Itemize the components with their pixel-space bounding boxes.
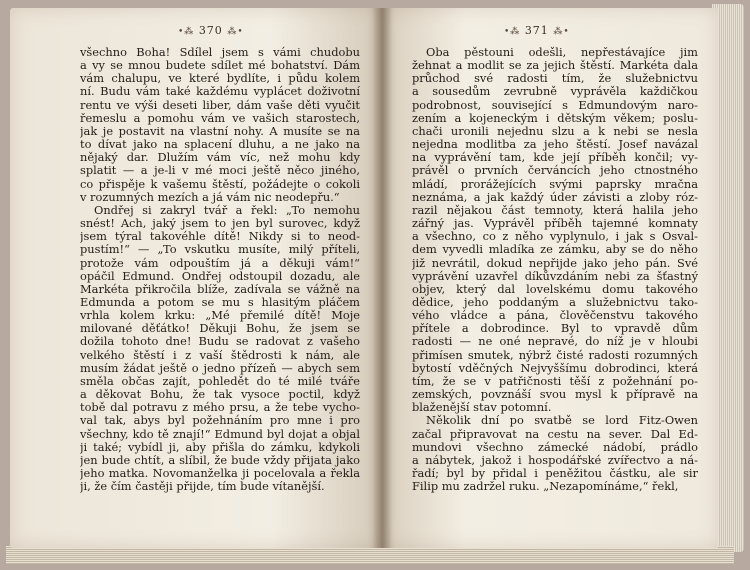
text-line: zením a kojeneckým i dětským věkem; poslu- xyxy=(412,111,698,125)
text-line: ní. Budu vám také každému vyplácet doživotní xyxy=(80,85,360,99)
text-line: dědice, jeho poddaným a služebnictvu tako- xyxy=(412,295,698,309)
text-line: bytostí vděčných Nejvyššímu dobrodinci, která xyxy=(412,361,698,375)
text-line: pustím!“ — „To vskutku musíte, milý příteli, xyxy=(80,243,360,257)
text-line: řadí; byl by přidal i peněžitou částku, ale sir xyxy=(412,467,698,480)
text-line: vého vládce a pána, člověčenstvu takového xyxy=(412,309,698,323)
text-line: tím, že se v patřičnosti těší z požehnání po- xyxy=(412,374,698,388)
text-line: opáčil Edmund. Ondřej odstoupil dozadu, ale xyxy=(80,269,360,283)
text-line: jak je postavit na vlastní nohy. A musíte se na xyxy=(80,124,360,138)
text-line: mundovi všechno zámecké nádobí, prádlo xyxy=(412,440,698,454)
text-line: rentu ve výši deseti liber, dám vaše děti vyučit xyxy=(80,98,360,112)
text-line: a nábytek, jakož i hospodářské zvířectvo a ná- xyxy=(412,453,698,467)
text-line: protože vám odpouštím já a děkuji vám!“ xyxy=(80,256,360,270)
text-line: splatit — a je-li v mé moci ještě něco jiného, xyxy=(80,164,360,178)
text-line: Ondřej si zakryl tvář a řekl: „To nemohu xyxy=(94,203,360,217)
text-line: tobě dal potravu z mého prsu, a že tebe vycho- xyxy=(80,401,360,415)
text-line: blaženější stav potomní. xyxy=(412,401,552,415)
text-line: podrobnost, související s Edmundovým naro- xyxy=(412,98,698,112)
text-line: Oba pěstouni odešli, nepřestávajíce jim xyxy=(426,46,698,59)
text-line: musím žádat ještě o jedno přízeň — abych sem xyxy=(80,361,360,375)
text-line: to dívat jako na splacení dluhu, a ne jako na xyxy=(80,138,360,152)
text-line: směla občas zajít, pohledět do té milé tváře xyxy=(80,374,360,388)
text-line: chači uronili nejednu slzu a k nebi se nesla xyxy=(412,124,698,138)
text-line: nejedna modlitba za jeho štěstí. Josef navázal xyxy=(412,138,698,152)
text-line: a vy se mnou budete sdílet mé bohatství. Dám xyxy=(80,59,360,73)
text-line: vám chalupu, ve které bydlíte, i půdu kolem xyxy=(80,72,360,86)
text-line: mládí, prorážejících svými paprsky mračna xyxy=(412,177,698,191)
text-line: řemeslu a pomohu vám ve vašich starostech, xyxy=(80,111,360,125)
text-line: přimísen smutek, nýbrž čisté radosti rozumných xyxy=(412,348,698,362)
text-line: dožila tohoto dne! Budu se radovat z vašeho xyxy=(80,335,360,349)
left-page-header xyxy=(178,24,244,37)
text-line: na vyprávění tam, kde její příběh končil; vy- xyxy=(412,151,698,165)
text-line: neznáma, a jak každý úder závisti a zloby róz- xyxy=(412,190,698,204)
text-line: Edmunda a potom se mu s hlasitým pláčem xyxy=(80,295,360,309)
text-line: nějaký dar. Dlužím vám víc, než mohu kdy xyxy=(80,151,360,165)
ornament-icon: ⁂• xyxy=(227,27,244,37)
text-line: vrhla kolem krku: „Mé přemilé dítě! Moje xyxy=(80,309,360,323)
text-line: ji také; vybídl ji, aby přišla do zámku, kdykoli xyxy=(80,440,360,454)
text-line: průchod své radosti tím, že služebnictvu xyxy=(412,72,698,86)
text-line: právěl o prvních červáncích jeho ctnostného xyxy=(412,164,698,178)
text-line: a sousedům zevrubně vyprávěla každičkou xyxy=(412,85,698,99)
page-edges-bottom xyxy=(6,546,734,564)
left-page-text xyxy=(80,46,360,493)
page-number: 370 xyxy=(198,24,223,37)
text-line: všechno Boha! Sdílel jsem s vámi chudobu xyxy=(80,46,360,59)
text-line: snést! Ach, jaký jsem to jen byl surovec, když xyxy=(80,217,360,231)
text-line: objev, který dal lovelskému domu takového xyxy=(412,282,698,296)
text-line: dem vyvedli mladíka ze zámku, aby se do něho xyxy=(412,243,698,257)
ornament-icon: ⁂• xyxy=(553,27,570,37)
right-page-header xyxy=(504,24,570,37)
text-line: jeho matka. Novomanželka ji pocelovala a řekla xyxy=(80,467,360,480)
text-line: vyprávění uzavřel díkůvzdáním nebi za šťastný xyxy=(412,269,698,283)
ornament-icon: •⁂ xyxy=(504,27,521,37)
text-line: razil nějakou část temnoty, která halila jeho xyxy=(412,203,698,217)
ornament-icon: •⁂ xyxy=(178,27,195,37)
book-spine xyxy=(372,8,392,548)
text-line: v rozumných mezích a já vám nic neodepřu.“ xyxy=(80,190,340,204)
text-line: jsem týral takovéhle dítě! Nikdy si to neod- xyxy=(80,230,360,244)
right-page xyxy=(382,8,718,548)
text-line: přítele a dobrodince. Byl to vpravdě dům xyxy=(412,322,698,336)
text-line: velkého štěstí i z vaší štědrosti k nám, ale xyxy=(80,348,360,362)
text-line: ji, že čím častěji přijde, tím bude vítanější. xyxy=(80,480,325,494)
text-line: radosti — ne oné nepravé, do níž je v hloubi xyxy=(412,335,698,349)
text-line: milované děťátko! Děkuji Bohu, že jsem se xyxy=(80,322,360,336)
text-line: Filip mu zadržel ruku. „Nezapomínáme,“ řekl, xyxy=(412,480,679,494)
text-line: jen bude chtít, a slíbil, že bude vždy přijata jako xyxy=(80,453,360,467)
text-line: zářný jas. Vyprávěl příběh tajemné komnaty xyxy=(412,217,698,231)
right-page-text xyxy=(412,46,698,493)
text-line: co přispěje k vašemu štěstí, požádejte o cokoli xyxy=(80,177,360,191)
text-line: a všechno, co z něho vyplynulo, i jak s Osval- xyxy=(412,230,698,244)
text-line: žehnat a modlit se za jejich štěstí. Markéta dala xyxy=(412,59,698,73)
text-line: začal připravovat na cestu na sever. Dal Ed- xyxy=(412,427,698,441)
text-line: Několik dní po svatbě se lord Fitz-Owen xyxy=(426,414,698,428)
left-page xyxy=(10,8,382,548)
text-line: a děkovat Bohu, že tak vysoce poctil, když xyxy=(80,388,360,402)
text-line: Markéta přikročila blíže, zadívala se vážně na xyxy=(80,282,360,296)
text-line: již nevrátil, dokud nepřijde jako jeho pán. Své xyxy=(412,256,698,270)
text-line: val tak, abys byl požehnáním pro mne i pro xyxy=(80,414,360,428)
text-line: všechny, kdo tě znají!“ Edmund byl dojat a objal xyxy=(80,427,360,441)
text-line: zemských, povznáší svou mysl k přípravě na xyxy=(412,388,698,402)
page-number: 371 xyxy=(524,24,549,37)
